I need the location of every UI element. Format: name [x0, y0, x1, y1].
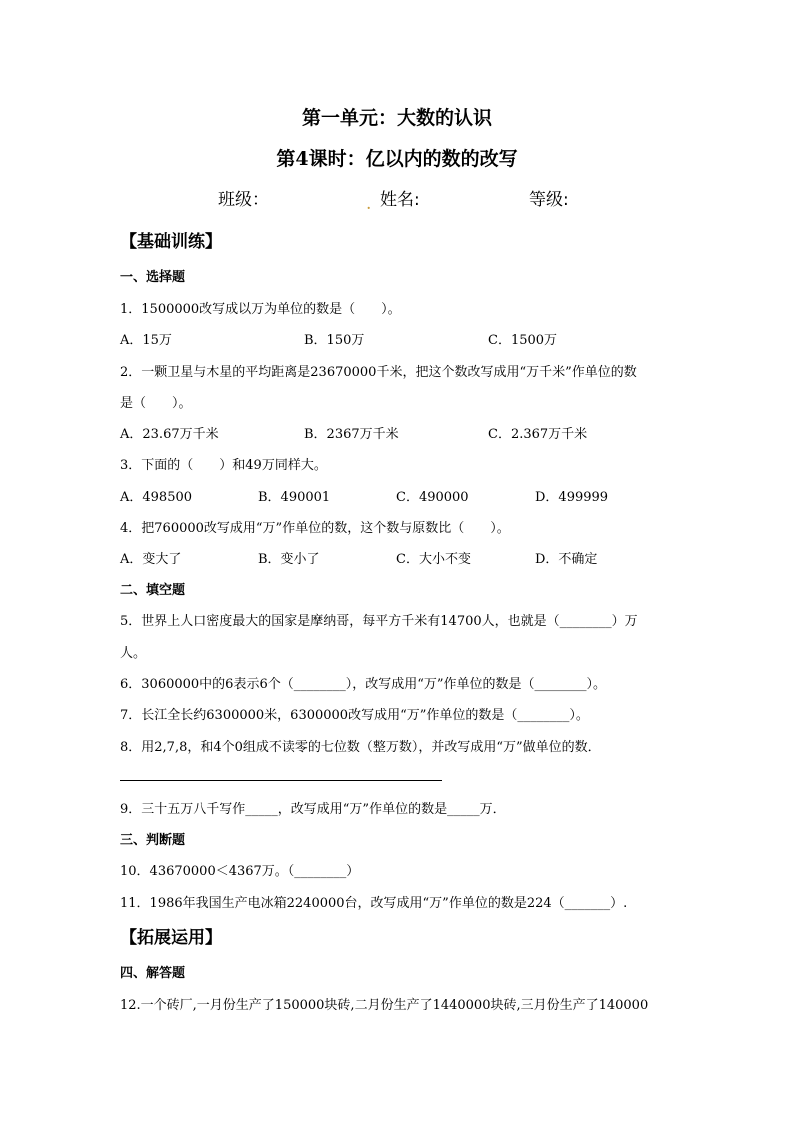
question-5-line-1: 5．世界上人口密度最大的国家是摩纳哥，每平方千米有14700人，也就是（________）万 — [120, 614, 638, 629]
q2-option-b: B．2367万千米 — [304, 427, 399, 442]
section-basic: 【基础训练】 — [120, 232, 222, 252]
q1-option-a: A．15万 — [120, 333, 172, 348]
question-12: 12.一个砖厂,一月份生产了150000块砖,二月份生产了1440000块砖,三月份生产了140000 — [120, 998, 649, 1013]
q2-option-a: A．23.67万千米 — [120, 427, 219, 442]
q4-option-c: C．大小不变 — [396, 552, 471, 567]
qtype-fill: 二、填空题 — [120, 583, 186, 598]
q3-option-d: D．499999 — [535, 490, 609, 505]
question-3: 3．下面的（ ）和49万同样大。 — [120, 458, 327, 473]
q4-option-b: B．变小了 — [258, 552, 320, 567]
question-2-line-2: 是（ ）。 — [120, 396, 192, 411]
q2-option-c: C．2.367万千米 — [488, 427, 588, 442]
question-5-line-2: 人。 — [120, 646, 147, 661]
section-extension: 【拓展运用】 — [120, 928, 222, 948]
lesson-title: 第4课时：亿以内的数的改写 — [276, 148, 518, 170]
grade-label: 等级: — [529, 190, 569, 210]
q3-option-a: A．498500 — [120, 490, 193, 505]
class-label: 班级： — [218, 190, 269, 210]
question-2-line-1: 2．一颗卫星与木星的平均距离是23670000千米，把这个数改写成用“万千米”作单位的数 — [120, 365, 637, 380]
question-6: 6．3060000中的6表示6个（________），改写成用“万”作单位的数是（________）。 — [120, 677, 607, 692]
answer-line — [120, 780, 442, 781]
question-1: 1．1500000改写成以万为单位的数是（ ）。 — [120, 302, 401, 317]
name-label: 姓名: — [380, 190, 420, 210]
decorative-dot: . — [366, 194, 372, 214]
q4-option-a: A．变大了 — [120, 552, 182, 567]
unit-title: 第一单元：大数的认识 — [301, 107, 492, 129]
qtype-choice: 一、选择题 — [120, 270, 186, 285]
question-11: 11．1986年我国生产电冰箱2240000台，改写成用“万”作单位的数是224（_______）. — [120, 896, 628, 911]
q1-option-c: C．1500万 — [488, 333, 558, 348]
q3-option-b: B．490001 — [258, 490, 331, 505]
qtype-judge: 三、判断题 — [120, 833, 186, 848]
question-8: 8．用2,7,8，和4个0组成不读零的七位数（整万数），并改写成用“万”做单位的数． — [120, 740, 601, 755]
qtype-solve: 四、解答题 — [120, 966, 186, 981]
q1-option-b: B．150万 — [304, 333, 365, 348]
question-4: 4．把760000改写成用“万”作单位的数，这个数与原数比（ ）。 — [120, 521, 510, 536]
question-7: 7．长江全长约6300000米，6300000改写成用“万”作单位的数是（________）。 — [120, 708, 589, 723]
q3-option-c: C．490000 — [396, 490, 469, 505]
question-9: 9．三十五万八千写作_____，改写成用“万”作单位的数是_____万． — [120, 802, 506, 817]
question-10: 10．43670000＜4367万。（________） — [120, 864, 360, 879]
q4-option-d: D．不确定 — [535, 552, 598, 567]
